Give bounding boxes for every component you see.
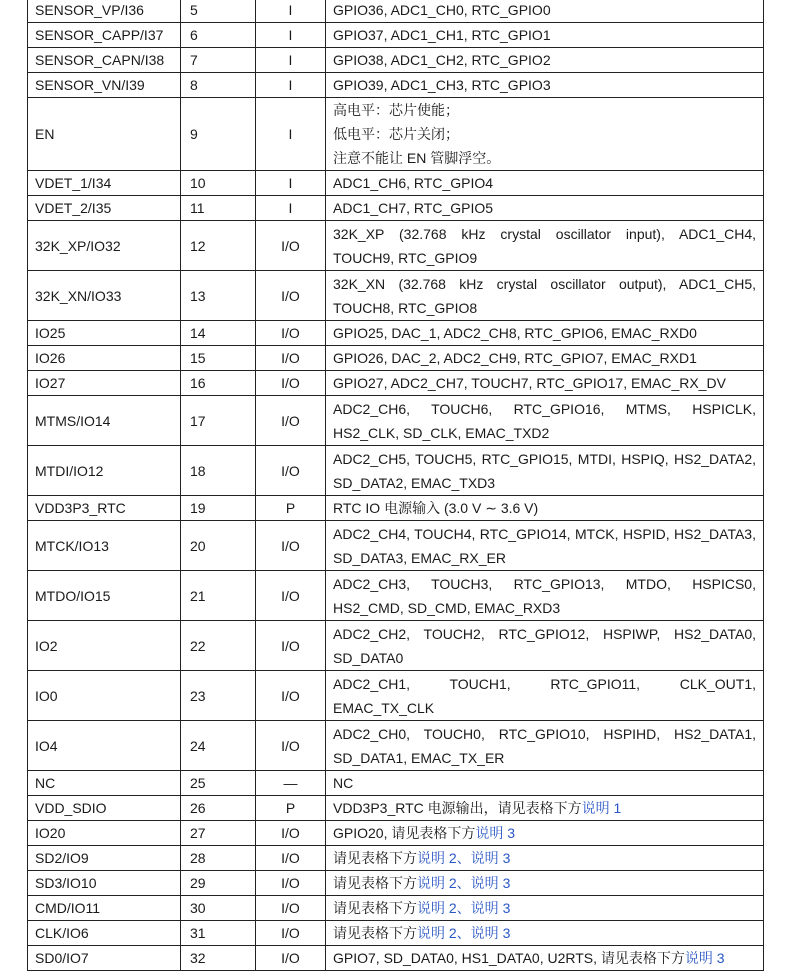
pin-function-cell [326,946,764,971]
pin-name-cell: IO25 [28,321,181,346]
pin-function-cell [326,23,764,48]
function-line [333,696,756,720]
function-text: SD_DATA2, EMAC_TXD3 [333,474,496,491]
function-text: GPIO27, ADC2_CH7, TOUCH7, RTC_GPIO17, EMAC_RX_DV [333,375,726,391]
pin-number-cell: 27 [181,821,256,846]
pin-type-cell: I/O [256,446,326,496]
pin-type-cell: I [256,171,326,196]
function-line [333,222,756,246]
pin-number-cell: 31 [181,921,256,946]
pin-function-cell [326,571,764,621]
function-text: 请见表格下方 [333,900,417,916]
pin-name-cell: IO27 [28,371,181,396]
pin-name-cell: SD3/IO10 [28,871,181,896]
pin-number-cell: 7 [181,48,256,73]
pin-number-cell: 28 [181,846,256,871]
pin-name-cell: SENSOR_CAPN/I38 [28,48,181,73]
function-text: ADC2_CH5, TOUCH5, RTC_GPIO15, MTDI, HSPIQ, HS2_DATA2, [333,450,756,467]
pin-function-cell [326,346,764,371]
function-line [333,572,756,596]
function-line [333,171,756,195]
function-line [333,771,756,795]
table-row [28,196,764,221]
pin-name-cell: VDET_1/I34 [28,171,181,196]
function-text: ADC2_CH3, TOUCH3, RTC_GPIO13, MTDO, HSPICS0, [333,575,756,592]
table-row [28,446,764,496]
pin-name-cell: CMD/IO11 [28,896,181,921]
pin-name-cell: SD2/IO9 [28,846,181,871]
function-text: NC [333,775,354,791]
pin-type-cell: I/O [256,871,326,896]
pin-function-cell [326,0,764,23]
pin-type-cell: I [256,73,326,98]
pin-type-cell: I/O [256,921,326,946]
function-line [333,321,756,345]
function-line [333,196,756,220]
table-row [28,896,764,921]
pin-number-cell: 12 [181,221,256,271]
pin-name-cell: SENSOR_CAPP/I37 [28,23,181,48]
function-text: 32K_XN (32.768 kHz crystal oscillator output), ADC1_CH5, [333,275,756,292]
pin-name-cell: VDD3P3_RTC [28,496,181,521]
table-row [28,946,764,971]
table-row [28,346,764,371]
function-text: SD_DATA3, EMAC_RX_ER [333,549,506,566]
pin-function-cell [326,896,764,921]
pin-name-cell: MTMS/IO14 [28,396,181,446]
note-reference-link[interactable]: 说明 2、说明 3 [417,900,511,916]
pin-function-cell [326,73,764,98]
function-line [333,546,756,570]
function-text: ADC2_CH6, TOUCH6, RTC_GPIO16, MTMS, HSPICLK, [333,400,756,417]
pin-type-cell: P [256,796,326,821]
pin-number-cell: 10 [181,171,256,196]
function-line [333,496,756,520]
pin-number-cell: 19 [181,496,256,521]
function-text: GPIO36, ADC1_CH0, RTC_GPIO0 [333,1,551,18]
function-line [333,122,756,146]
pin-name-cell: MTCK/IO13 [28,521,181,571]
pin-name-cell: CLK/IO6 [28,921,181,946]
function-text: RTC IO 电源输入 (3.0 V ∼ 3.6 V) [333,500,539,516]
pin-number-cell: 23 [181,671,256,721]
table-row [28,396,764,446]
pin-number-cell: 21 [181,571,256,621]
pin-function-cell [326,771,764,796]
pin-name-cell: IO4 [28,721,181,771]
pin-type-cell: I/O [256,946,326,971]
pin-function-cell [326,171,764,196]
function-line [333,821,756,845]
pin-number-cell: 20 [181,521,256,571]
pin-name-cell: VDET_2/I35 [28,196,181,221]
pin-number-cell: 6 [181,23,256,48]
function-text: EMAC_TX_CLK [333,699,435,716]
pin-type-cell: I/O [256,621,326,671]
pin-function-cell [326,871,764,896]
function-text: 注意不能让 EN 管脚浮空。 [333,150,501,166]
table-row [28,23,764,48]
pin-type-cell: I/O [256,521,326,571]
pin-name-cell: 32K_XP/IO32 [28,221,181,271]
function-text: ADC1_CH7, RTC_GPIO5 [333,200,494,216]
table-row [28,721,764,771]
pin-number-cell: 26 [181,796,256,821]
pin-function-cell [326,371,764,396]
function-text: HS2_CLK, SD_CLK, EMAC_TXD2 [333,424,550,441]
table-row [28,521,764,571]
function-text: ADC2_CH1, TOUCH1, RTC_GPIO11, CLK_OUT1, [333,675,756,692]
pin-type-cell: I/O [256,321,326,346]
pin-name-cell: IO2 [28,621,181,671]
function-text: GPIO25, DAC_1, ADC2_CH8, RTC_GPIO6, EMAC_RXD0 [333,325,697,341]
pin-name-cell: VDD_SDIO [28,796,181,821]
pin-number-cell: 8 [181,73,256,98]
pin-name-cell: SENSOR_VP/I36 [28,0,181,23]
function-text: GPIO26, DAC_2, ADC2_CH9, RTC_GPIO7, EMAC_RXD1 [333,350,697,366]
function-text: 请见表格下方 [333,875,417,891]
pin-number-cell: 14 [181,321,256,346]
function-line [333,471,756,495]
pin-number-cell: 16 [181,371,256,396]
pin-number-cell: 13 [181,271,256,321]
function-text: TOUCH9, RTC_GPIO9 [333,249,478,266]
pin-number-cell: 18 [181,446,256,496]
pin-name-cell: IO26 [28,346,181,371]
function-line [333,871,756,895]
pin-table-body [28,0,764,971]
pin-number-cell: 29 [181,871,256,896]
function-line [333,146,756,170]
pin-number-cell: 15 [181,346,256,371]
table-row [28,846,764,871]
function-line [333,622,756,646]
pin-name-cell: NC [28,771,181,796]
note-reference-link[interactable]: 说明 2、说明 3 [417,925,511,941]
function-text: HS2_CMD, SD_CMD, EMAC_RXD3 [333,599,561,616]
pin-function-cell [326,396,764,446]
function-text: ADC2_CH2, TOUCH2, RTC_GPIO12, HSPIWP, HS2_DATA0, [333,625,756,642]
pin-type-cell: I/O [256,896,326,921]
pin-type-cell: I/O [256,671,326,721]
function-line [333,98,756,122]
table-row [28,321,764,346]
function-text: TOUCH8, RTC_GPIO8 [333,299,478,316]
function-text: 32K_XP (32.768 kHz crystal oscillator input), ADC1_CH4, [333,225,756,242]
function-line [333,296,756,320]
pin-type-cell: P [256,496,326,521]
table-row [28,221,764,271]
table-row [28,371,764,396]
pin-function-cell [326,846,764,871]
function-line [333,672,756,696]
pin-type-cell: I/O [256,271,326,321]
pin-function-cell [326,48,764,73]
pin-type-cell: I [256,98,326,171]
pin-name-cell: EN [28,98,181,171]
pin-type-cell: I [256,196,326,221]
function-line [333,421,756,445]
pin-name-cell: MTDI/IO12 [28,446,181,496]
function-line [333,746,756,770]
function-line [333,346,756,370]
pin-function-cell [326,98,764,171]
pin-number-cell: 11 [181,196,256,221]
function-line [333,722,756,746]
function-line [333,371,756,395]
table-row [28,48,764,73]
function-text: 请见表格下方 [333,925,417,941]
pin-function-cell [326,796,764,821]
function-line [333,921,756,945]
pin-function-cell [326,221,764,271]
table-row [28,571,764,621]
pin-number-cell: 5 [181,0,256,23]
pin-name-cell: 32K_XN/IO33 [28,271,181,321]
pin-function-cell [326,921,764,946]
table-row [28,0,764,23]
table-row [28,871,764,896]
function-text: ADC2_CH0, TOUCH0, RTC_GPIO10, HSPIHD, HS2_DATA1, [333,725,756,742]
function-line [333,522,756,546]
pin-function-cell [326,621,764,671]
table-row [28,73,764,98]
pin-number-cell: 30 [181,896,256,921]
function-line [333,447,756,471]
function-line [333,48,756,72]
pin-definition-table [27,0,764,971]
pin-name-cell: IO20 [28,821,181,846]
pin-type-cell: I/O [256,721,326,771]
table-row [28,496,764,521]
note-reference-link[interactable]: 说明 3 [475,825,516,841]
function-line [333,846,756,870]
function-line [333,946,756,970]
pin-name-cell: IO0 [28,671,181,721]
function-line [333,246,756,270]
pin-name-cell: MTDO/IO15 [28,571,181,621]
function-text: ADC1_CH6, RTC_GPIO4 [333,175,494,191]
function-text: GPIO39, ADC1_CH3, RTC_GPIO3 [333,77,551,93]
function-text: ADC2_CH4, TOUCH4, RTC_GPIO14, MTCK, HSPID, HS2_DATA3, [333,525,756,542]
pin-function-cell [326,321,764,346]
function-line [333,397,756,421]
pin-function-cell [326,721,764,771]
pin-type-cell: I/O [256,221,326,271]
function-line [333,796,756,820]
pin-function-cell [326,821,764,846]
pin-function-cell [326,671,764,721]
function-text: GPIO38, ADC1_CH2, RTC_GPIO2 [333,52,551,68]
function-line [333,596,756,620]
pin-number-cell: 24 [181,721,256,771]
pin-type-cell: I/O [256,571,326,621]
function-text: 请见表格下方 [333,850,417,866]
pin-type-cell: I/O [256,821,326,846]
table-row [28,171,764,196]
function-text: GPIO37, ADC1_CH1, RTC_GPIO1 [333,27,551,43]
function-text: 低电平：芯片关闭； [333,126,459,142]
pin-number-cell: 22 [181,621,256,671]
pin-number-cell: 9 [181,98,256,171]
pin-type-cell: I/O [256,371,326,396]
pin-function-cell [326,521,764,571]
table-row [28,271,764,321]
function-text: GPIO7, SD_DATA0, HS1_DATA0, U2RTS, 请见表格下方 [333,950,685,966]
function-line [333,23,756,47]
function-text: VDD3P3_RTC 电源输出，请见表格下方 [333,800,582,816]
table-row [28,98,764,171]
table-row [28,621,764,671]
function-text: GPIO20, 请见表格下方 [333,825,476,841]
pin-type-cell: I/O [256,846,326,871]
function-line [333,896,756,920]
pin-type-cell: I [256,0,326,23]
pin-function-cell [326,196,764,221]
function-text: SD_DATA1, EMAC_TX_ER [333,749,505,766]
function-text: 高电平：芯片使能； [333,102,459,118]
function-line [333,272,756,296]
function-text: SD_DATA0 [333,649,404,666]
pin-number-cell: 32 [181,946,256,971]
pin-type-cell: I/O [256,346,326,371]
note-reference-link[interactable]: 说明 3 [684,950,725,966]
pin-type-cell: — [256,771,326,796]
pin-type-cell: I/O [256,396,326,446]
pin-name-cell: SD0/IO7 [28,946,181,971]
pin-name-cell: SENSOR_VN/I39 [28,73,181,98]
pin-function-cell [326,271,764,321]
note-reference-link[interactable]: 说明 1 [581,800,622,816]
table-row [28,796,764,821]
pin-number-cell: 25 [181,771,256,796]
pin-function-cell [326,446,764,496]
function-line [333,0,756,22]
pin-type-cell: I [256,23,326,48]
table-row [28,671,764,721]
pin-number-cell: 17 [181,396,256,446]
pin-function-cell [326,496,764,521]
note-reference-link[interactable]: 说明 2、说明 3 [417,875,511,891]
function-line [333,73,756,97]
table-row [28,821,764,846]
table-row [28,921,764,946]
note-reference-link[interactable]: 说明 2、说明 3 [417,850,511,866]
pin-type-cell: I [256,48,326,73]
table-row [28,771,764,796]
function-line [333,646,756,670]
